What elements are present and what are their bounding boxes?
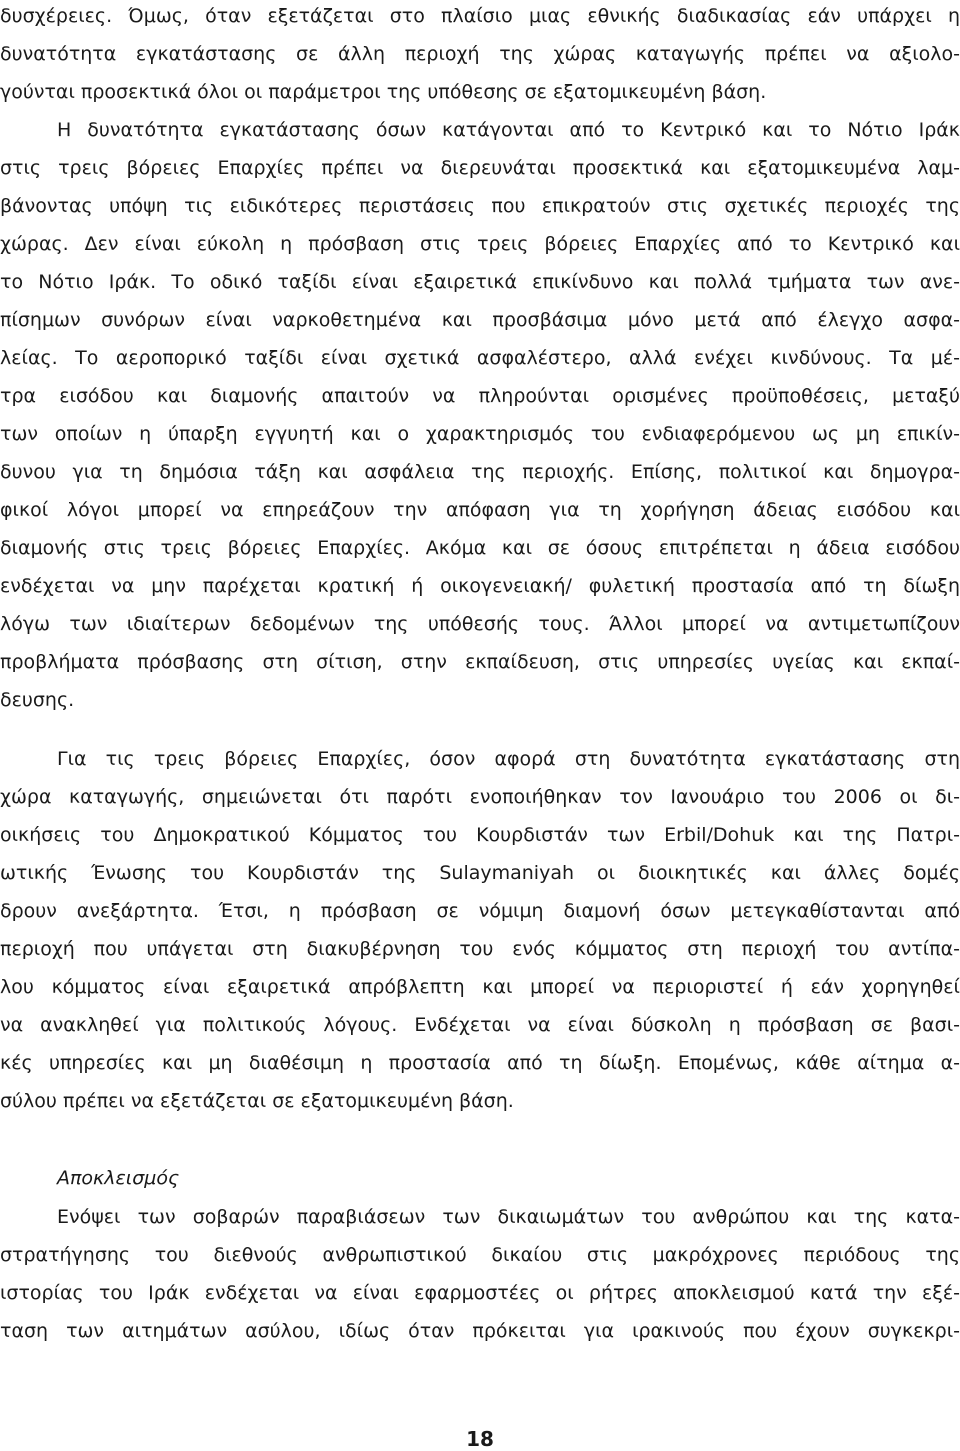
paragraph-4-line-2: στρατήγησης του διεθνούς ανθρωπιστικού δικαίου στις μακρόχρονες περιόδους της [0,1244,960,1266]
paragraph-2-line-9: των οποίων η ύπαρξη εγγυητή και ο χαρακτηρισμός του ενδιαφερόμενου ως μη επικίν- [0,423,960,445]
paragraph-2-line-11: φικοί λόγοι μπορεί να επηρεάζουν την απόφαση για τη χορήγηση άδειας εισόδου και [0,499,960,521]
paragraph-3-line-7: λου κόμματος είναι εξαιρετικά απρόβλεπτη και μπορεί να περιοριστεί ή εάν χορηγηθεί [0,976,960,998]
paragraph-2-line-14: λόγω των ιδιαίτερων δεδομένων της υπόθεσής τους. Άλλοι μπορεί να αντιμετωπίζουν [0,613,960,635]
paragraph-2-line-4: χώρας. Δεν είναι εύκολη η πρόσβαση στις τρεις βόρειες Επαρχίες από το Κεντρικό και [0,233,960,255]
paragraph-2-line-13: ενδέχεται να μην παρέχεται κρατική ή οικογενειακή/ φυλετική προστασία από τη δίωξη [0,575,960,597]
section-heading: Αποκλεισμός [57,1167,180,1189]
paragraph-2-line-5: το Νότιο Ιράκ. Το οδικό ταξίδι είναι εξαιρετικά επικίνδυνο και πολλά τμήματα των ανε- [0,271,960,293]
paragraph-2-line-2: στις τρεις βόρειες Επαρχίες πρέπει να διερευνάται προσεκτικά και εξατομικευμένα λαμ- [0,157,960,179]
paragraph-1-line-1: δυσχέρειες. Όμως, όταν εξετάζεται στο πλαίσιο μιας εθνικής διαδικασίας εάν υπάρχει η [0,5,960,27]
paragraph-3-line-10: σύλου πρέπει να εξετάζεται σε εξατομικευμένη βάση. [0,1090,514,1112]
paragraph-3-line-4: ωτικής Ένωσης του Κουρδιστάν της Sulaymaniyah οι διοικητικές και άλλες δομές [0,862,960,884]
paragraph-3-line-1: Για τις τρεις βόρειες Επαρχίες, όσον αφορά στη δυνατότητα εγκατάστασης στη [57,748,960,770]
paragraph-3-line-8: να ανακληθεί για πολιτικούς λόγους. Ενδέχεται να είναι δύσκολη η πρόσβαση σε βασι- [0,1014,960,1036]
paragraph-2-line-3: βάνοντας υπόψη τις ειδικότερες περιστάσεις που επικρατούν στις σχετικές περιοχές της [0,195,960,217]
paragraph-1-line-3: γούνται προσεκτικά όλοι οι παράμετροι της υπόθεσης σε εξατομικευμένη βάση. [0,81,767,103]
paragraph-1-line-2: δυνατότητα εγκατάστασης σε άλλη περιοχή της χώρας καταγωγής πρέπει να αξιολο- [0,43,960,65]
paragraph-2-line-1: Η δυνατότητα εγκατάστασης όσων κατάγονται από το Κεντρικό και το Νότιο Ιράκ [57,119,960,141]
paragraph-2-line-10: δυνου για τη δημόσια τάξη και ασφάλεια της περιοχής. Επίσης, πολιτικοί και δημογρα- [0,461,960,483]
paragraph-3-line-5: δρουν ανεξάρτητα. Έτσι, η πρόσβαση σε νόμιμη διαμονή όσων μετεγκαθίστανται από [0,900,960,922]
paragraph-2-line-8: τρα εισόδου και διαμονής απαιτούν να πληρούνται ορισμένες προϋποθέσεις, μεταξύ [0,385,960,407]
paragraph-3-line-2: χώρα καταγωγής, σημειώνεται ότι παρότι ενοποιήθηκαν τον Ιανουάριο του 2006 οι δι- [0,786,960,808]
paragraph-4-line-3: ιστορίας του Ιράκ ενδέχεται να είναι εφαρμοστέες οι ρήτρες αποκλεισμού κατά την εξέ- [0,1282,960,1304]
paragraph-2-line-7: λείας. Το αεροπορικό ταξίδι είναι σχετικά ασφαλέστερο, αλλά ενέχει κινδύνους. Τα μέ- [0,347,960,369]
paragraph-4-line-1: Ενόψει των σοβαρών παραβιάσεων των δικαιωμάτων του ανθρώπου και της κατα- [57,1206,960,1228]
paragraph-2-line-15: προβλήματα πρόσβασης στη σίτιση, στην εκπαίδευση, στις υπηρεσίες υγείας και εκπαί- [0,651,960,673]
page-number: 18 [466,1427,494,1451]
paragraph-3-line-6: περιοχή που υπάγεται στη διακυβέρνηση του ενός κόμματος στη περιοχή του αντίπα- [0,938,960,960]
paragraph-2-line-12: διαμονής στις τρεις βόρειες Επαρχίες. Ακόμα και σε όσους επιτρέπεται η άδεια εισόδου [0,537,960,559]
paragraph-2-line-6: πίσημων συνόρων είναι ναρκοθετημένα και προσβάσιμα μόνο μετά από έλεγχο ασφα- [0,309,960,331]
paragraph-3-line-3: οικήσεις του Δημοκρατικού Κόμματος του Κουρδιστάν των Erbil/Dohuk και της Πατρι- [0,824,960,846]
paragraph-3-line-9: κές υπηρεσίες και μη διαθέσιμη η προστασία από τη δίωξη. Επομένως, κάθε αίτημα α- [0,1052,960,1074]
paragraph-4-line-4: ταση των αιτημάτων ασύλου, ιδίως όταν πρόκειται για ιρακινούς που έχουν συγκεκρι- [0,1320,960,1342]
paragraph-2-line-16: δευσης. [0,689,75,711]
